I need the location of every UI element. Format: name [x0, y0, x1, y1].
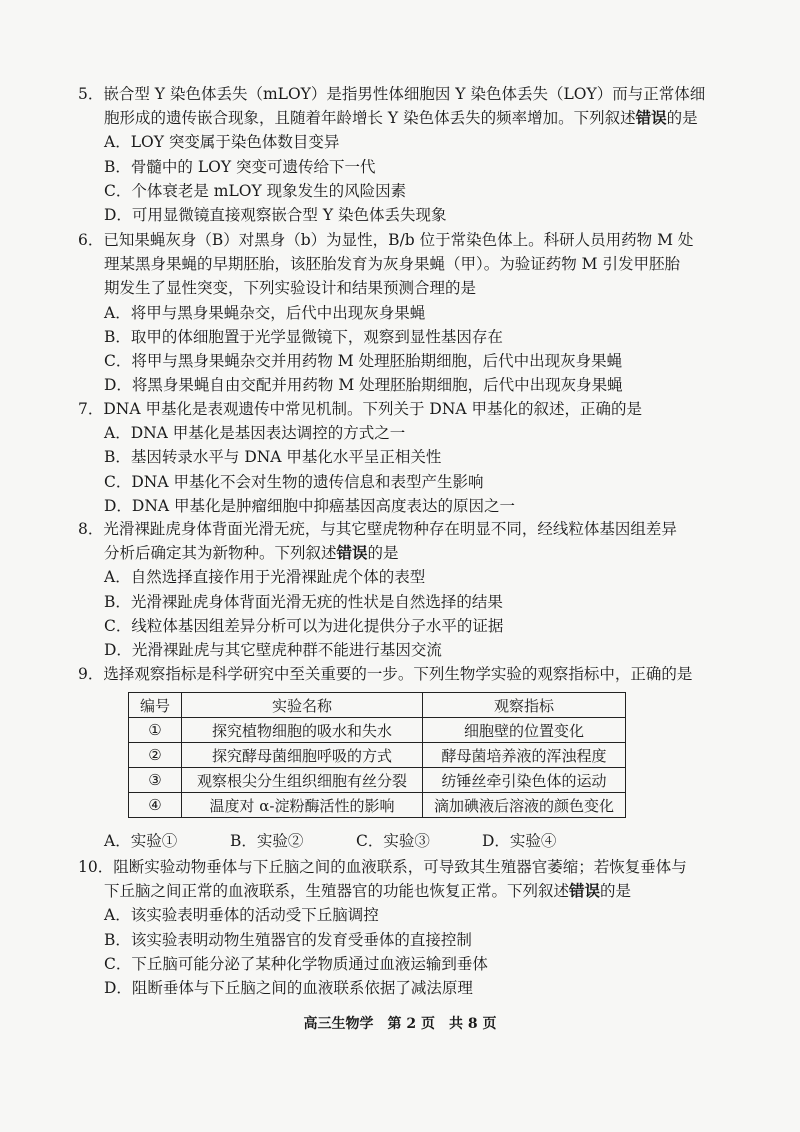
- stem-text-end: 的是: [600, 882, 632, 901]
- question-9-stem-line-1: 9．选择观察指标是科学研究中至关重要的一步。下列生物学实验的观察指标中，正确的是: [78, 665, 693, 683]
- table-row: [129, 768, 626, 793]
- question-8-option-a: A．自然选择直接作用于光滑裸趾虎个体的表型: [104, 568, 426, 587]
- question-6-option-b: B．取甲的体细胞置于光学显微镜下，观察到显性基因存在: [104, 327, 503, 346]
- table-row: [129, 793, 626, 818]
- question-6-option-d: D．将黑身果蝇自由交配并用药物 M 处理胚胎期细胞，后代中出现灰身果蝇: [104, 376, 623, 395]
- table-cell: 酵母菌培养液的浑浊程度: [423, 743, 626, 768]
- question-10: [78, 855, 718, 1000]
- question-8-option-d: D．光滑裸趾虎与其它壁虎种群不能进行基因交流: [104, 641, 442, 660]
- question-8: [78, 517, 718, 662]
- table-row: [129, 743, 626, 768]
- table-cell: 纺锤丝牵引染色体的运动: [423, 768, 626, 793]
- question-8-option-c: C．线粒体基因组差异分析可以为进化提供分子水平的证据: [104, 616, 504, 635]
- table-cell: 细胞壁的位置变化: [423, 718, 626, 743]
- question-8-stem-line-1: 8．光滑裸趾虎身体背面光滑无疣，与其它壁虎物种存在明显不同，经线粒体基因组差异: [78, 520, 677, 538]
- question-7-stem-line-1: 7．DNA 甲基化是表观遗传中常见机制。下列关于 DNA 甲基化的叙述，正确的是: [78, 400, 643, 418]
- stem-text-end: 的是: [367, 544, 399, 563]
- stem-text: 下丘脑之间正常的血液联系，生殖器官的功能也恢复正常。下列叙述: [104, 882, 570, 901]
- question-9-option-c: C．实验③: [356, 832, 430, 850]
- question-6-option-c: C．将甲与黑身果蝇杂交并用药物 M 处理胚胎期细胞，后代中出现灰身果蝇: [104, 352, 623, 371]
- table-cell: ③: [129, 768, 182, 793]
- table-cell: 探究酵母菌细胞呼吸的方式: [182, 743, 423, 768]
- question-8-stem-line-2: [78, 541, 718, 565]
- question-10-stem-line-2: [78, 879, 718, 903]
- question-5-option-a: A．LOY 突变属于染色体数目变异: [104, 133, 340, 152]
- question-10-option-b: B．该实验表明动物生殖器官的发育受垂体的直接控制: [104, 930, 472, 949]
- question-10-option-c: C．下丘脑可能分泌了某种化学物质通过血液运输到垂体: [104, 954, 488, 973]
- table-cell: 观察根尖分生组织细胞有丝分裂: [182, 768, 423, 793]
- question-6-stem-line-1: 6．已知果蝇灰身（B）对黑身（b）为显性，B/b 位于常染色体上。科研人员用药物 M 处: [78, 231, 694, 249]
- stem-text-end: 的是: [666, 109, 698, 128]
- question-5-option-d: D．可用显微镜直接观察嵌合型 Y 染色体丢失现象: [104, 206, 447, 225]
- question-9: [78, 662, 718, 686]
- observation-table: [128, 692, 626, 818]
- question-9-option-b: B．实验②: [230, 832, 304, 850]
- page-footer: 高三生物学 第 2 页 共 8 页: [303, 1016, 497, 1032]
- question-6-stem-line-3: 期发生了显性突变，下列实验设计和结果预测合理的是: [104, 279, 477, 298]
- question-7-option-c: C．DNA 甲基化不会对生物的遗传信息和表型产生影响: [104, 472, 484, 491]
- question-5-option-c: C．个体衰老是 mLOY 现象发生的风险因素: [104, 181, 407, 200]
- question-10-option-a: A．该实验表明垂体的活动受下丘脑调控: [104, 906, 379, 925]
- question-9-option-a: A．实验①: [104, 832, 178, 850]
- table-row: [129, 718, 626, 743]
- question-7-option-b: B．基因转录水平与 DNA 甲基化水平呈正相关性: [104, 448, 442, 467]
- table-header-row: [129, 693, 626, 718]
- table-cell: ①: [129, 718, 182, 743]
- question-5: [78, 82, 718, 227]
- table-cell: ②: [129, 743, 182, 768]
- table-header-cell: 观察指标: [423, 693, 626, 718]
- table-header-cell: 编号: [129, 693, 182, 718]
- question-9-options: [104, 829, 556, 851]
- question-10-stem-line-1: 10．阻断实验动物垂体与下丘脑之间的血液联系，可导致其生殖器官萎缩；若恢复垂体与: [78, 858, 687, 876]
- stem-text: 分析后确定其为新物种。下列叙述: [104, 544, 337, 563]
- table-header-cell: 实验名称: [182, 693, 423, 718]
- question-5-stem-line-2: [78, 106, 718, 130]
- question-5-option-b: B．骨髓中的 LOY 突变可遗传给下一代: [104, 157, 376, 176]
- question-9-option-d: D．实验④: [482, 832, 557, 850]
- question-7-option-d: D．DNA 甲基化是肿瘤细胞中抑癌基因高度表达的原因之一: [104, 496, 516, 515]
- question-6: [78, 228, 718, 397]
- table-cell: 温度对 α-淀粉酶活性的影响: [182, 793, 423, 818]
- emphasis-word: 错误: [336, 543, 368, 563]
- emphasis-word: 错误: [635, 108, 667, 128]
- question-6-stem-line-2: 理某黑身果蝇的早期胚胎，该胚胎发育为灰身果蝇（甲）。为验证药物 M 引发甲胚胎: [104, 255, 680, 274]
- emphasis-word: 错误: [569, 881, 601, 901]
- question-10-option-d: D．阻断垂体与下丘脑之间的血液联系依据了减法原理: [104, 979, 473, 998]
- question-8-option-b: B．光滑裸趾虎身体背面光滑无疣的性状是自然选择的结果: [104, 592, 503, 611]
- stem-text: 胞形成的遗传嵌合现象，且随着年龄增长 Y 染色体丢失的频率增加。下列叙述: [104, 109, 636, 128]
- question-6-option-a: A．将甲与黑身果蝇杂交，后代中出现灰身果蝇: [104, 303, 426, 322]
- question-5-stem-line-1: 5．嵌合型 Y 染色体丢失（mLOY）是指男性体细胞因 Y 染色体丢失（LOY）而与正常体细: [78, 85, 706, 103]
- table-cell: 滴加碘液后溶液的颜色变化: [423, 793, 626, 818]
- table-cell: 探究植物细胞的吸水和失水: [182, 718, 423, 743]
- table-cell: ④: [129, 793, 182, 818]
- question-7: [78, 397, 718, 518]
- question-7-option-a: A．DNA 甲基化是基因表达调控的方式之一: [104, 424, 406, 443]
